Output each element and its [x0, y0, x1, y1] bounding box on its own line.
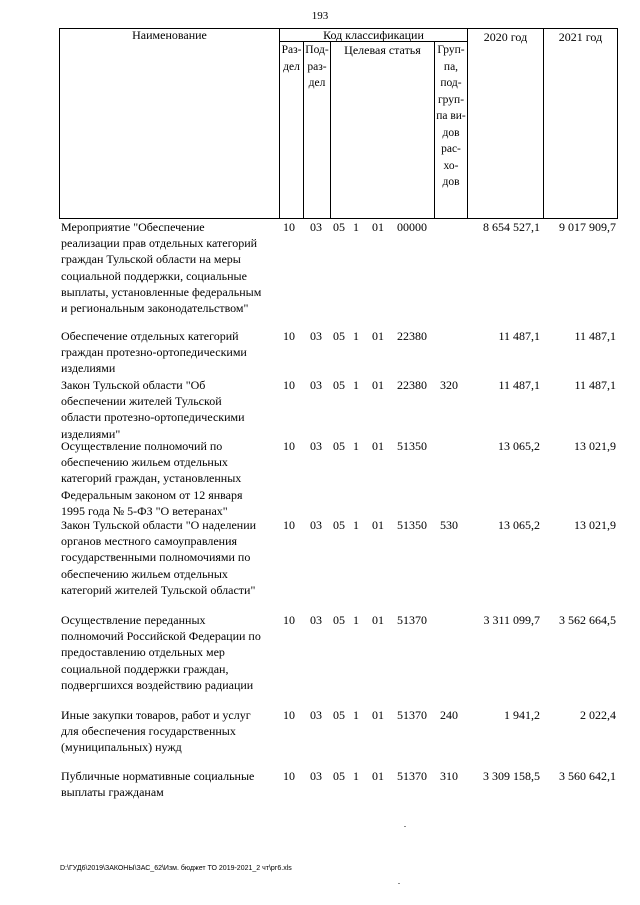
row-value-2021: 3 562 664,5 — [559, 613, 616, 627]
row-section: 10 — [283, 439, 295, 453]
row-target-4: 51350 — [397, 439, 427, 453]
header-year-2021: 2021 год — [558, 30, 603, 44]
row-section: 10 — [283, 378, 295, 392]
row-target-3: 01 — [372, 708, 384, 722]
row-section: 10 — [283, 613, 295, 627]
header-year-2020: 2020 год — [483, 30, 528, 44]
row-group: 530 — [440, 518, 458, 532]
row-target-1: 05 — [333, 708, 345, 722]
row-value-2021: 11 487,1 — [574, 329, 616, 343]
row-value-2020: 13 065,2 — [498, 439, 540, 453]
file-path-footer: D:\ГУД6\2019\ЗАКОНЫ\ЗАС_62\Изм. бюджет ТО 2019-2021_2 чт\рг6.xls — [60, 865, 292, 872]
row-target-2: 1 — [353, 708, 359, 722]
row-target-1: 05 — [333, 518, 345, 532]
row-value-2021: 13 021,9 — [574, 518, 616, 532]
row-target-4: 22380 — [397, 378, 427, 392]
row-subsection: 03 — [310, 613, 322, 627]
row-target-3: 01 — [372, 329, 384, 343]
row-target-1: 05 — [333, 220, 345, 234]
row-target-2: 1 — [353, 378, 359, 392]
row-subsection: 03 — [310, 769, 322, 783]
row-value-2020: 11 487,1 — [498, 329, 540, 343]
row-value-2020: 1 941,2 — [504, 708, 540, 722]
row-value-2020: 3 309 158,5 — [483, 769, 540, 783]
scan-speck — [404, 826, 406, 827]
row-target-3: 01 — [372, 613, 384, 627]
row-section: 10 — [283, 769, 295, 783]
row-target-2: 1 — [353, 769, 359, 783]
row-value-2021: 13 021,9 — [574, 439, 616, 453]
row-name: Публичные нормативные социальные выплаты гражданам — [61, 769, 255, 800]
row-value-2021: 9 017 909,7 — [559, 220, 616, 234]
row-target-2: 1 — [353, 518, 359, 532]
row-target-4: 51370 — [397, 613, 427, 627]
row-group: 320 — [440, 378, 458, 392]
row-subsection: 03 — [310, 518, 322, 532]
row-value-2020: 8 654 527,1 — [483, 220, 540, 234]
row-target-1: 05 — [333, 329, 345, 343]
row-target-4: 51370 — [397, 769, 427, 783]
row-value-2021: 2 022,4 — [580, 708, 616, 722]
row-target-4: 51350 — [397, 518, 427, 532]
row-section: 10 — [283, 329, 295, 343]
header-section: Раз- дел — [281, 44, 302, 73]
row-section: 10 — [283, 220, 295, 234]
header-name: Наименование — [132, 28, 207, 42]
row-value-2021: 3 560 642,1 — [559, 769, 616, 783]
row-name: Закон Тульской области "О наделении органов местного самоуправления государственными полномочиями по обеспечению жильем отдельных категорий жителей Тульской области" — [61, 518, 257, 597]
row-target-3: 01 — [372, 220, 384, 234]
row-section: 10 — [283, 708, 295, 722]
scan-speck — [398, 883, 400, 884]
row-name: Иные закупки товаров, работ и услуг для обеспечения государственных (муниципальных) нужд — [61, 708, 251, 755]
row-target-1: 05 — [333, 378, 345, 392]
row-subsection: 03 — [310, 378, 322, 392]
row-target-2: 1 — [353, 220, 359, 234]
row-subsection: 03 — [310, 708, 322, 722]
row-target-3: 01 — [372, 439, 384, 453]
row-target-3: 01 — [372, 378, 384, 392]
row-name: Закон Тульской области "Об обеспечении жителей Тульской области протезно-ортопедическими изделиями" — [61, 378, 245, 441]
header-subsection: Под- раз- дел — [305, 44, 329, 89]
row-target-1: 05 — [333, 613, 345, 627]
row-name: Обеспечение отдельных категорий граждан протезно-ортопедическими изделиями — [61, 329, 247, 376]
row-value-2020: 11 487,1 — [498, 378, 540, 392]
header-expense-group: Груп- па, под- груп- па ви- дов рас- хо- дов — [436, 44, 466, 188]
row-target-1: 05 — [333, 769, 345, 783]
row-target-2: 1 — [353, 329, 359, 343]
row-value-2020: 3 311 099,7 — [483, 613, 540, 627]
row-target-3: 01 — [372, 769, 384, 783]
row-group: 240 — [440, 708, 458, 722]
row-section: 10 — [283, 518, 295, 532]
row-subsection: 03 — [310, 439, 322, 453]
row-subsection: 03 — [310, 220, 322, 234]
row-target-4: 51370 — [397, 708, 427, 722]
row-name: Осуществление переданных полномочий Российской Федерации по предоставлению отдельных мер социальной поддержки граждан, подвергшихся воздействию радиации — [61, 613, 261, 692]
row-subsection: 03 — [310, 329, 322, 343]
page-number: 193 — [311, 10, 329, 22]
row-target-3: 01 — [372, 518, 384, 532]
row-target-4: 00000 — [397, 220, 427, 234]
row-name: Осуществление полномочий по обеспечению жильем отдельных категорий граждан, установленных Федеральным законом от 12 января 1995 года № 5-ФЗ "О ветеранах" — [61, 439, 243, 518]
row-group: 310 — [440, 769, 458, 783]
header-target-article: Целевая статья — [344, 43, 421, 57]
row-value-2020: 13 065,2 — [498, 518, 540, 532]
row-target-2: 1 — [353, 613, 359, 627]
header-code-group: Код классификации — [323, 28, 424, 42]
row-value-2021: 11 487,1 — [574, 378, 616, 392]
row-name: Мероприятие "Обеспечение реализации прав отдельных категорий граждан Тульской области на меры социальной поддержки, социальные выплаты, установленные федеральным и региональным законодательством" — [61, 220, 262, 316]
row-target-1: 05 — [333, 439, 345, 453]
row-target-4: 22380 — [397, 329, 427, 343]
row-target-2: 1 — [353, 439, 359, 453]
